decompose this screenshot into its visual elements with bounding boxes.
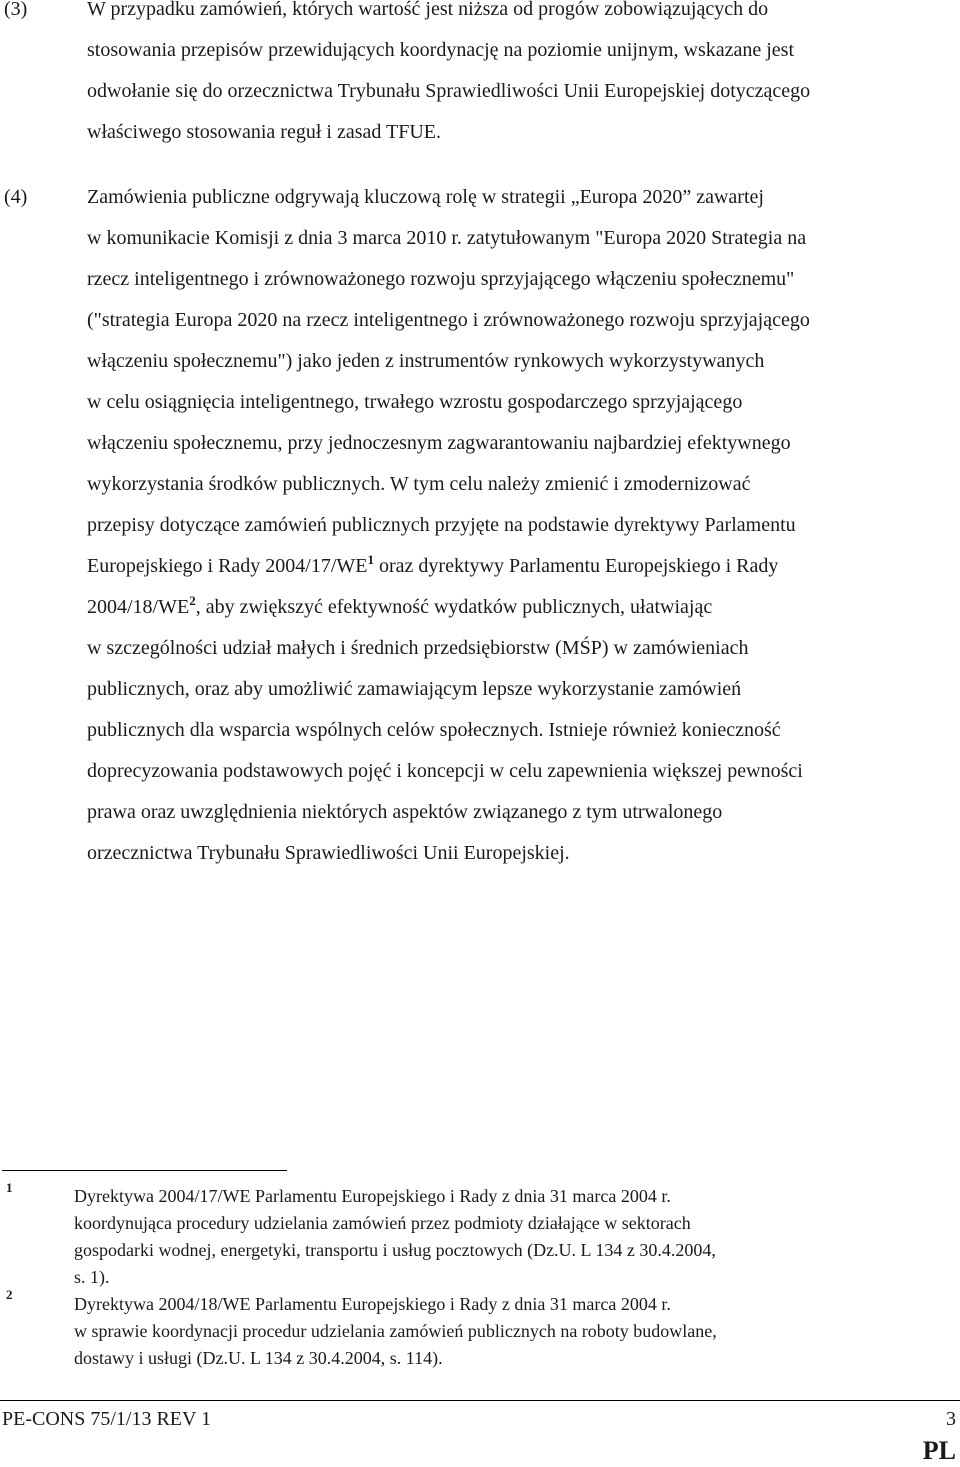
text-line: w celu osiągnięcia inteligentnego, trwałego wzrostu gospodarczego sprzyjającego <box>87 391 743 413</box>
footnote-line: dostawy i usługi (Dz.U. L 134 z 30.4.2004, s. 114). <box>74 1348 443 1368</box>
text-line: włączeniu społecznemu, przy jednoczesnym zagwarantowaniu najbardziej efektywnego <box>87 432 791 454</box>
footnote-mark: 2 <box>6 1287 13 1302</box>
text-line: W przypadku zamówień, których wartość jest niższa od progów zobowiązujących do <box>87 0 769 20</box>
text-segment: 2004/18/WE <box>87 596 190 618</box>
text-line: włączeniu społecznemu") jako jeden z instrumentów rynkowych wykorzystywanych <box>87 350 765 372</box>
paragraph-number: (3) <box>4 0 28 20</box>
text-segment: Europejskiego i Rady 2004/17/WE <box>87 555 368 577</box>
footnote-separator <box>2 1170 287 1171</box>
text-line: stosowania przepisów przewidujących koordynację na poziomie unijnym, wskazane jest <box>87 39 795 61</box>
text-line: rzecz inteligentnego i zrównoważonego rozwoju sprzyjającego włączeniu społecznemu" <box>87 268 795 290</box>
text-line: publicznych, oraz aby umożliwić zamawiającym lepsze wykorzystanie zamówień <box>87 678 742 700</box>
footnote-line: gospodarki wodnej, energetyki, transportu i usług pocztowych (Dz.U. L 134 z 30.4.2004, <box>74 1240 716 1260</box>
footnote-line: w sprawie koordynacji procedur udzielania zamówień publicznych na roboty budowlane, <box>74 1321 717 1341</box>
footnote-line: s. 1). <box>74 1267 110 1287</box>
text-line: orzecznictwa Trybunału Sprawiedliwości Unii Europejskiej. <box>87 842 570 864</box>
text-line: prawa oraz uwzględnienia niektórych aspektów związanego z tym utrwalonego <box>87 801 723 823</box>
text-line: doprecyzowania podstawowych pojęć i koncepcji w celu zapewnienia większej pewności <box>87 760 803 782</box>
footnote-line: Dyrektywa 2004/18/WE Parlamentu Europejskiego i Rady z dnia 31 marca 2004 r. <box>74 1294 671 1314</box>
text-line: publicznych dla wsparcia wspólnych celów społecznych. Istnieje również konieczność <box>87 719 781 741</box>
document-reference: PE-CONS 75/1/13 REV 1 <box>2 1408 212 1430</box>
language-code: PL <box>922 1436 956 1465</box>
text-line: właściwego stosowania reguł i zasad TFUE. <box>87 121 441 143</box>
footnote-ref-1[interactable]: 1 <box>367 552 375 567</box>
footer-separator <box>0 1400 960 1401</box>
text-line-with-footnote-ref <box>87 552 779 578</box>
text-line: Zamówienia publiczne odgrywają kluczową rolę w strategii „Europa 2020” zawartej <box>87 186 764 208</box>
page-number: 3 <box>946 1408 956 1430</box>
text-segment: oraz dyrektywy Parlamentu Europejskiego i Rady <box>374 555 779 577</box>
text-segment: , aby zwiększyć efektywność wydatków publicznych, ułatwiając <box>195 596 713 618</box>
text-line: ("strategia Europa 2020 na rzecz inteligentnego i zrównoważonego rozwoju sprzyjającego <box>87 309 810 331</box>
text-line: przepisy dotyczące zamówień publicznych przyjęte na podstawie dyrektywy Parlamentu <box>87 514 796 536</box>
text-line: wykorzystania środków publicznych. W tym celu należy zmienić i zmodernizować <box>87 473 751 495</box>
footnote-line: koordynująca procedury udzielania zamówień przez podmioty działające w sektorach <box>74 1213 691 1233</box>
paragraph-number: (4) <box>4 186 28 208</box>
footnote-mark: 1 <box>6 1180 13 1195</box>
footnote-ref-2[interactable]: 2 <box>189 593 196 608</box>
text-line: w szczególności udział małych i średnich przedsiębiorstw (MŚP) w zamówieniach <box>87 637 749 659</box>
text-line-with-footnote-ref <box>87 593 713 619</box>
text-line: odwołanie się do orzecznictwa Trybunału Sprawiedliwości Unii Europejskiej dotyczącego <box>87 80 811 102</box>
footnote-line: Dyrektywa 2004/17/WE Parlamentu Europejskiego i Rady z dnia 31 marca 2004 r. <box>74 1186 671 1206</box>
text-line: w komunikacie Komisji z dnia 3 marca 2010 r. zatytułowanym "Europa 2020 Strategia na <box>87 227 807 249</box>
